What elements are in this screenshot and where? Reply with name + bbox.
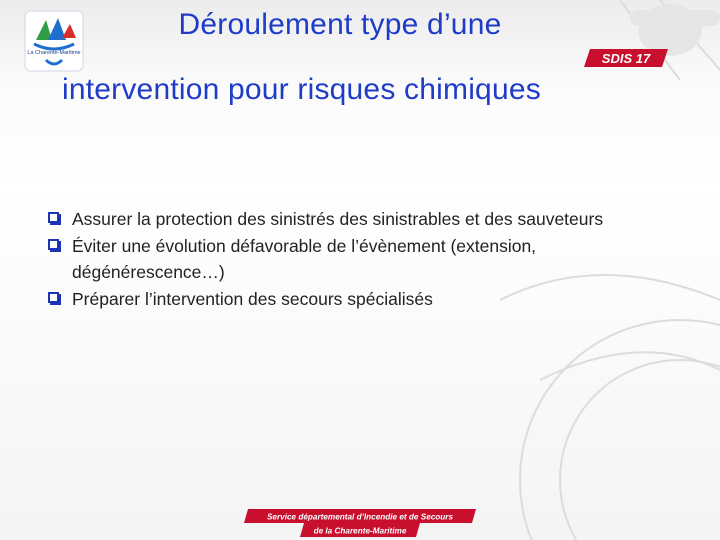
checkbox-bullet-icon [48, 292, 59, 303]
sdis-17-badge [584, 47, 668, 69]
checkbox-bullet-icon [48, 239, 59, 250]
footer-organization-banner [244, 508, 476, 538]
bullet-list [48, 206, 628, 312]
slide-title-line-1: Déroulement type d’une [178, 8, 502, 41]
logo-text: La Charente-Maritime [27, 50, 81, 56]
bullet-text: Préparer l’intervention des secours spécialisés [72, 288, 433, 309]
slide-title-line-2: intervention pour risques chimiques [62, 73, 541, 106]
bullet-item [48, 286, 628, 313]
checkbox-bullet-icon [48, 212, 59, 223]
bullet-item [48, 233, 628, 286]
bullet-text: Éviter une évolution défavorable de l’évènement (extension, dégénérescence…) [72, 235, 537, 282]
bullet-text: Assurer la protection des sinistrés des sinistrables et des sauveteurs [72, 209, 604, 229]
bullet-item [48, 206, 628, 233]
footer-line-1: Service départemental d’Incendie et de Secours [266, 512, 454, 522]
footer-line-2: de la Charente-Maritime [313, 526, 407, 536]
sdis-badge-text: SDIS 17 [601, 51, 651, 66]
